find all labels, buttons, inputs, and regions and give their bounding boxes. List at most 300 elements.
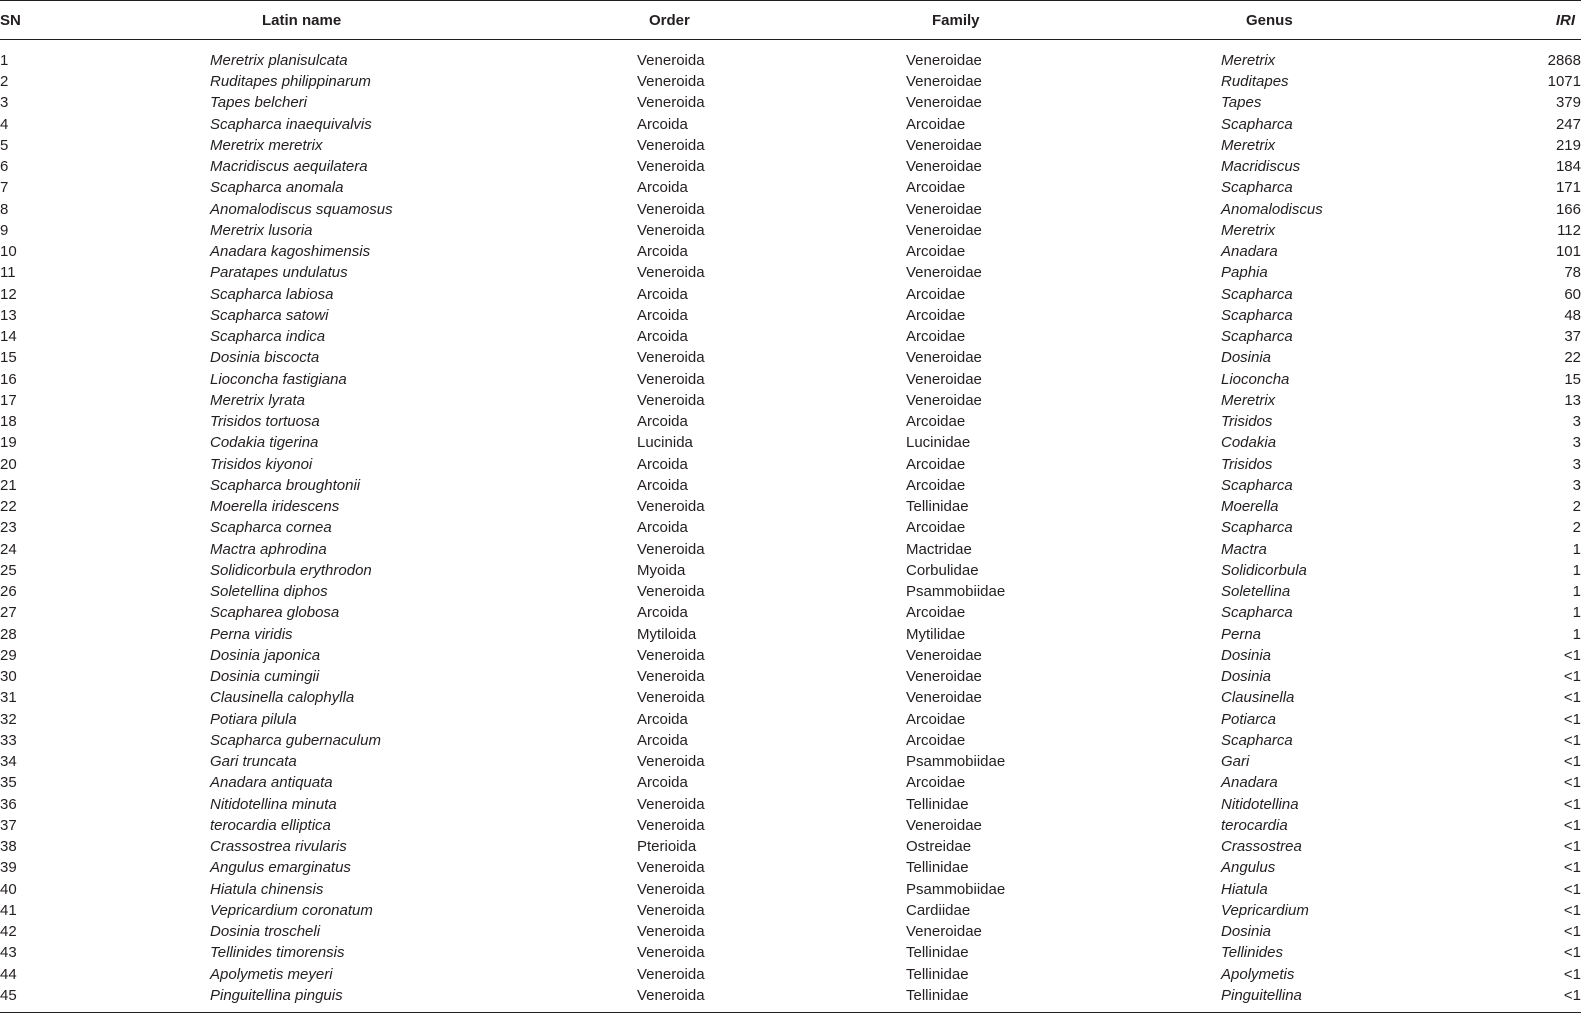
cell-iri: 101 xyxy=(1555,243,1581,261)
cell-latin-name: Mactra aphrodina xyxy=(210,540,327,558)
cell-family: Tellinidae xyxy=(906,944,969,962)
cell-order: Veneroida xyxy=(637,816,705,834)
cell-family: Veneroidae xyxy=(906,136,982,154)
table-row xyxy=(0,709,1581,730)
cell-sn: 31 xyxy=(0,689,17,707)
cell-sn: 28 xyxy=(0,625,17,643)
cell-sn: 18 xyxy=(0,413,17,431)
cell-iri: 60 xyxy=(1564,285,1581,303)
cell-genus: Perna xyxy=(1221,625,1262,643)
cell-iri: 1 xyxy=(1572,561,1581,579)
cell-latin-name: Scapharca broughtonii xyxy=(210,476,361,494)
cell-iri: 3 xyxy=(1572,413,1581,431)
table-row xyxy=(0,326,1581,347)
cell-iri: <1 xyxy=(1563,795,1581,813)
header-row xyxy=(0,1,1581,40)
cell-sn: 21 xyxy=(0,476,17,494)
cell-sn: 43 xyxy=(0,944,17,962)
table-row xyxy=(0,666,1581,687)
cell-sn: 30 xyxy=(0,668,17,686)
cell-latin-name: Tapes belcheri xyxy=(210,94,308,112)
table-row xyxy=(0,369,1581,390)
cell-iri: <1 xyxy=(1563,774,1581,792)
cell-family: Arcoidae xyxy=(906,243,966,261)
cell-iri: 13 xyxy=(1564,391,1581,409)
cell-latin-name: Trisidos tortuosa xyxy=(210,413,320,431)
cell-family: Veneroidae xyxy=(906,391,982,409)
header-order: Order xyxy=(649,11,690,29)
cell-sn: 8 xyxy=(0,200,9,218)
cell-sn: 12 xyxy=(0,285,17,303)
table-row xyxy=(0,560,1581,581)
cell-family: Veneroidae xyxy=(906,73,982,91)
cell-genus: Scapharca xyxy=(1221,328,1293,346)
cell-order: Veneroida xyxy=(637,349,705,367)
cell-latin-name: Nitidotellina minuta xyxy=(210,795,337,813)
cell-sn: 11 xyxy=(0,264,16,282)
table-row xyxy=(0,921,1581,942)
cell-order: Veneroida xyxy=(637,498,705,516)
cell-genus: Scapharca xyxy=(1221,519,1293,537)
cell-genus: Scapharca xyxy=(1221,115,1293,133)
table-row xyxy=(0,156,1581,177)
cell-genus: Meretrix xyxy=(1221,136,1276,154)
cell-order: Veneroida xyxy=(637,136,705,154)
cell-latin-name: Meretrix lusoria xyxy=(210,221,313,239)
cell-latin-name: Crassostrea rivularis xyxy=(210,838,347,856)
cell-genus: Dosinia xyxy=(1221,923,1272,941)
cell-sn: 40 xyxy=(0,880,17,898)
cell-latin-name: Meretrix lyrata xyxy=(210,391,306,409)
cell-family: Veneroidae xyxy=(906,200,982,218)
table-row xyxy=(0,411,1581,432)
cell-family: Ostreidae xyxy=(906,838,972,856)
cell-genus: Soletellina xyxy=(1221,583,1291,601)
cell-family: Veneroidae xyxy=(906,923,982,941)
cell-iri: <1 xyxy=(1563,816,1581,834)
cell-latin-name: Tellinides timorensis xyxy=(210,944,345,962)
cell-latin-name: Ruditapes philippinarum xyxy=(210,73,371,91)
cell-genus: Scapharca xyxy=(1221,731,1293,749)
cell-family: Tellinidae xyxy=(906,498,969,516)
cell-order: Arcoida xyxy=(637,115,688,133)
table-row xyxy=(0,815,1581,836)
cell-genus: Codakia xyxy=(1221,434,1277,452)
cell-sn: 36 xyxy=(0,795,17,813)
cell-genus: Lioconcha xyxy=(1221,370,1290,388)
cell-order: Veneroida xyxy=(637,158,705,176)
cell-family: Veneroidae xyxy=(906,370,982,388)
cell-latin-name: Potiara pilula xyxy=(210,710,297,728)
cell-genus: Dosinia xyxy=(1221,646,1272,664)
cell-family: Veneroidae xyxy=(906,221,982,239)
cell-sn: 45 xyxy=(0,986,17,1004)
table-row xyxy=(0,71,1581,92)
cell-genus: Scapharca xyxy=(1221,604,1293,622)
cell-family: Psammobiidae xyxy=(906,583,1006,601)
table-row xyxy=(0,751,1581,772)
cell-latin-name: Scapharca satowi xyxy=(210,306,329,324)
cell-order: Veneroida xyxy=(637,668,705,686)
cell-order: Veneroida xyxy=(637,646,705,664)
cell-sn: 34 xyxy=(0,753,17,771)
cell-latin-name: Gari truncata xyxy=(210,753,297,771)
cell-family: Arcoidae xyxy=(906,455,966,473)
cell-genus: Anadara xyxy=(1221,774,1278,792)
cell-iri: <1 xyxy=(1563,710,1581,728)
cell-latin-name: Moerella iridescens xyxy=(210,498,340,516)
cell-order: Arcoida xyxy=(637,243,688,261)
cell-latin-name: Vepricardium coronatum xyxy=(210,901,373,919)
cell-sn: 1 xyxy=(0,52,9,69)
table-row xyxy=(0,390,1581,411)
header-genus: Genus xyxy=(1246,11,1293,29)
cell-sn: 42 xyxy=(0,923,17,941)
cell-latin-name: Anadara antiquata xyxy=(210,774,333,792)
cell-latin-name: Lioconcha fastigiana xyxy=(210,370,347,388)
table-row xyxy=(0,114,1581,135)
table-row xyxy=(0,624,1581,645)
cell-order: Arcoida xyxy=(637,306,688,324)
cell-order: Veneroida xyxy=(637,73,705,91)
cell-iri: 166 xyxy=(1555,200,1581,218)
cell-iri: 3 xyxy=(1572,455,1581,473)
cell-latin-name: Trisidos kiyonoi xyxy=(210,455,313,473)
cell-order: Arcoida xyxy=(637,285,688,303)
table-row xyxy=(0,687,1581,708)
cell-iri: 1 xyxy=(1572,583,1581,601)
table-body xyxy=(0,40,1581,1013)
cell-order: Veneroida xyxy=(637,944,705,962)
cell-iri: <1 xyxy=(1563,901,1581,919)
cell-latin-name: Dosinia biscocta xyxy=(210,349,320,367)
cell-iri: <1 xyxy=(1563,838,1581,856)
cell-order: Veneroida xyxy=(637,52,705,69)
table-row xyxy=(0,517,1581,538)
cell-genus: Hiatula xyxy=(1221,880,1268,898)
cell-genus: Moerella xyxy=(1221,498,1279,516)
cell-genus: Meretrix xyxy=(1221,221,1276,239)
cell-latin-name: Soletellina diphos xyxy=(210,583,328,601)
cell-iri: 3 xyxy=(1572,476,1581,494)
cell-sn: 32 xyxy=(0,710,17,728)
cell-sn: 37 xyxy=(0,816,17,834)
table-row xyxy=(0,40,1581,72)
cell-family: Tellinidae xyxy=(906,795,969,813)
cell-sn: 22 xyxy=(0,498,17,516)
table-row xyxy=(0,284,1581,305)
table-row xyxy=(0,581,1581,602)
table-row xyxy=(0,900,1581,921)
cell-latin-name: Scapharca indica xyxy=(210,328,326,346)
cell-order: Veneroida xyxy=(637,753,705,771)
cell-family: Tellinidae xyxy=(906,859,969,877)
cell-sn: 27 xyxy=(0,604,17,622)
cell-genus: Macridiscus xyxy=(1221,158,1301,176)
cell-latin-name: Scapharca anomala xyxy=(210,179,344,197)
cell-order: Lucinida xyxy=(637,434,693,452)
cell-iri: 247 xyxy=(1555,115,1581,133)
cell-order: Veneroida xyxy=(637,689,705,707)
cell-iri: 15 xyxy=(1564,370,1581,388)
cell-latin-name: terocardia elliptica xyxy=(210,816,331,834)
cell-iri: 37 xyxy=(1564,328,1581,346)
cell-genus: Mactra xyxy=(1221,540,1267,558)
table-row xyxy=(0,942,1581,963)
cell-sn: 2 xyxy=(0,73,9,91)
cell-iri: 2 xyxy=(1572,519,1581,537)
cell-latin-name: Scapharca gubernaculum xyxy=(210,731,381,749)
table-row xyxy=(0,496,1581,517)
cell-genus: Crassostrea xyxy=(1221,838,1302,856)
cell-genus: Trisidos xyxy=(1221,413,1273,431)
cell-family: Veneroidae xyxy=(906,816,982,834)
cell-family: Psammobiidae xyxy=(906,753,1006,771)
cell-latin-name: Angulus emarginatus xyxy=(210,859,351,877)
cell-iri: <1 xyxy=(1563,731,1581,749)
cell-genus: Angulus xyxy=(1221,859,1276,877)
table-row xyxy=(0,539,1581,560)
cell-genus: Trisidos xyxy=(1221,455,1273,473)
cell-family: Arcoidae xyxy=(906,774,966,792)
cell-latin-name: Scapharca labiosa xyxy=(210,285,334,303)
cell-iri: 171 xyxy=(1555,179,1581,197)
cell-iri: <1 xyxy=(1563,668,1581,686)
cell-sn: 25 xyxy=(0,561,17,579)
table-row xyxy=(0,199,1581,220)
cell-genus: Nitidotellina xyxy=(1221,795,1299,813)
cell-genus: Meretrix xyxy=(1221,391,1276,409)
cell-genus: Clausinella xyxy=(1221,689,1295,707)
cell-family: Veneroidae xyxy=(906,52,982,69)
cell-latin-name: Macridiscus aequilatera xyxy=(210,158,368,176)
cell-sn: 19 xyxy=(0,434,17,452)
table-row xyxy=(0,305,1581,326)
cell-genus: Scapharca xyxy=(1221,306,1293,324)
cell-order: Arcoida xyxy=(637,476,688,494)
cell-family: Arcoidae xyxy=(906,604,966,622)
table-row xyxy=(0,135,1581,156)
cell-iri: <1 xyxy=(1563,753,1581,771)
header-latin-name: Latin name xyxy=(262,11,342,29)
cell-order: Veneroida xyxy=(637,540,705,558)
cell-genus: Apolymetis xyxy=(1221,965,1295,983)
table-row xyxy=(0,857,1581,878)
cell-sn: 29 xyxy=(0,646,17,664)
table-row xyxy=(0,794,1581,815)
table-row xyxy=(0,836,1581,857)
cell-order: Arcoida xyxy=(637,413,688,431)
cell-order: Arcoida xyxy=(637,774,688,792)
cell-family: Lucinidae xyxy=(906,434,971,452)
cell-latin-name: Dosinia cumingii xyxy=(210,668,320,686)
cell-order: Arcoida xyxy=(637,604,688,622)
cell-genus: Ruditapes xyxy=(1221,73,1289,91)
table-row xyxy=(0,964,1581,985)
table-row xyxy=(0,177,1581,198)
table-row xyxy=(0,262,1581,283)
cell-order: Veneroida xyxy=(637,221,705,239)
cell-family: Arcoidae xyxy=(906,285,966,303)
cell-order: Veneroida xyxy=(637,795,705,813)
cell-iri: 184 xyxy=(1555,158,1581,176)
table-row xyxy=(0,347,1581,368)
cell-genus: Anadara xyxy=(1221,243,1278,261)
cell-family: Arcoidae xyxy=(906,179,966,197)
cell-order: Veneroida xyxy=(637,200,705,218)
cell-latin-name: Codakia tigerina xyxy=(210,434,319,452)
cell-latin-name: Anadara kagoshimensis xyxy=(210,243,371,261)
table-header xyxy=(0,1,1581,40)
cell-iri: 1 xyxy=(1572,625,1581,643)
cell-genus: Pinguitellina xyxy=(1221,986,1302,1004)
cell-order: Veneroida xyxy=(637,391,705,409)
cell-family: Arcoidae xyxy=(906,519,966,537)
cell-iri: 22 xyxy=(1564,349,1581,367)
cell-sn: 44 xyxy=(0,965,17,983)
cell-iri: 379 xyxy=(1555,94,1581,112)
cell-genus: Paphia xyxy=(1221,264,1268,282)
cell-sn: 33 xyxy=(0,731,17,749)
table-row xyxy=(0,772,1581,793)
cell-genus: Scapharca xyxy=(1221,285,1293,303)
table-row xyxy=(0,220,1581,241)
cell-iri: <1 xyxy=(1563,923,1581,941)
cell-order: Veneroida xyxy=(637,264,705,282)
cell-family: Tellinidae xyxy=(906,965,969,983)
cell-latin-name: Pinguitellina pinguis xyxy=(210,986,343,1004)
table-row xyxy=(0,602,1581,623)
cell-order: Veneroida xyxy=(637,923,705,941)
cell-family: Tellinidae xyxy=(906,986,969,1004)
table-row xyxy=(0,475,1581,496)
cell-iri: <1 xyxy=(1563,986,1581,1004)
table-row xyxy=(0,879,1581,900)
table-row xyxy=(0,454,1581,475)
cell-sn: 4 xyxy=(0,115,9,133)
cell-order: Pterioida xyxy=(637,838,697,856)
cell-iri: 1071 xyxy=(1547,73,1581,91)
cell-iri: 48 xyxy=(1564,306,1581,324)
cell-family: Arcoidae xyxy=(906,413,966,431)
cell-order: Arcoida xyxy=(637,179,688,197)
cell-iri: 78 xyxy=(1564,264,1581,282)
cell-iri: 219 xyxy=(1555,136,1581,154)
cell-family: Arcoidae xyxy=(906,115,966,133)
cell-family: Veneroidae xyxy=(906,264,982,282)
cell-latin-name: Apolymetis meyeri xyxy=(210,965,333,983)
header-sn: SN xyxy=(0,11,21,29)
header-iri: IRI xyxy=(1555,11,1575,29)
cell-order: Mytiloida xyxy=(637,625,697,643)
cell-iri: 1 xyxy=(1572,604,1581,622)
cell-iri: 3 xyxy=(1572,434,1581,452)
cell-order: Veneroida xyxy=(637,370,705,388)
cell-sn: 26 xyxy=(0,583,17,601)
cell-family: Psammobiidae xyxy=(906,880,1006,898)
cell-family: Veneroidae xyxy=(906,158,982,176)
cell-genus: Anomalodiscus xyxy=(1221,200,1323,218)
cell-sn: 35 xyxy=(0,774,17,792)
cell-latin-name: Anomalodiscus squamosus xyxy=(210,200,393,218)
cell-sn: 7 xyxy=(0,179,9,197)
cell-latin-name: Dosinia troscheli xyxy=(210,923,321,941)
cell-genus: Dosinia xyxy=(1221,668,1272,686)
cell-iri: <1 xyxy=(1563,944,1581,962)
cell-order: Veneroida xyxy=(637,583,705,601)
cell-family: Mytilidae xyxy=(906,625,966,643)
cell-family: Veneroidae xyxy=(906,689,982,707)
cell-latin-name: Paratapes undulatus xyxy=(210,264,348,282)
cell-family: Cardiidae xyxy=(906,901,971,919)
cell-iri: <1 xyxy=(1563,965,1581,983)
cell-latin-name: Scapharea globosa xyxy=(210,604,340,622)
cell-latin-name: Solidicorbula erythrodon xyxy=(210,561,372,579)
cell-genus: Tellinides xyxy=(1221,944,1283,962)
cell-latin-name: Dosinia japonica xyxy=(210,646,321,664)
cell-latin-name: Perna viridis xyxy=(210,625,293,643)
cell-family: Corbulidae xyxy=(906,561,979,579)
cell-iri: 2868 xyxy=(1547,52,1581,69)
cell-genus: Dosinia xyxy=(1221,349,1272,367)
cell-iri: <1 xyxy=(1563,880,1581,898)
cell-family: Arcoidae xyxy=(906,476,966,494)
cell-iri: <1 xyxy=(1563,859,1581,877)
table-row xyxy=(0,92,1581,113)
cell-order: Arcoida xyxy=(637,328,688,346)
table-row xyxy=(0,645,1581,666)
table-row xyxy=(0,730,1581,751)
cell-order: Veneroida xyxy=(637,901,705,919)
cell-sn: 24 xyxy=(0,540,17,558)
cell-sn: 23 xyxy=(0,519,17,537)
table-row xyxy=(0,432,1581,453)
cell-order: Veneroida xyxy=(637,94,705,112)
cell-family: Mactridae xyxy=(906,540,972,558)
cell-iri: 2 xyxy=(1572,498,1581,516)
cell-sn: 16 xyxy=(0,370,17,388)
cell-latin-name: Scapharca cornea xyxy=(210,519,332,537)
cell-genus: Solidicorbula xyxy=(1221,561,1307,579)
cell-genus: Gari xyxy=(1221,753,1250,771)
cell-genus: Scapharca xyxy=(1221,476,1293,494)
cell-sn: 17 xyxy=(0,391,17,409)
cell-order: Arcoida xyxy=(637,710,688,728)
cell-sn: 38 xyxy=(0,838,17,856)
cell-order: Arcoida xyxy=(637,455,688,473)
cell-family: Veneroidae xyxy=(906,646,982,664)
cell-order: Veneroida xyxy=(637,880,705,898)
table-row xyxy=(0,985,1581,1013)
cell-order: Veneroida xyxy=(637,859,705,877)
cell-latin-name: Meretrix meretrix xyxy=(210,136,323,154)
cell-latin-name: Meretrix planisulcata xyxy=(210,52,348,69)
cell-sn: 9 xyxy=(0,221,9,239)
cell-genus: Meretrix xyxy=(1221,52,1276,69)
cell-latin-name: Scapharca inaequivalvis xyxy=(210,115,372,133)
cell-genus: Tapes xyxy=(1221,94,1262,112)
cell-sn: 39 xyxy=(0,859,17,877)
cell-iri: <1 xyxy=(1563,646,1581,664)
cell-family: Arcoidae xyxy=(906,306,966,324)
cell-family: Arcoidae xyxy=(906,731,966,749)
cell-genus: Vepricardium xyxy=(1221,901,1309,919)
cell-order: Veneroida xyxy=(637,986,705,1004)
cell-latin-name: Hiatula chinensis xyxy=(210,880,324,898)
cell-family: Arcoidae xyxy=(906,328,966,346)
cell-order: Veneroida xyxy=(637,965,705,983)
cell-family: Veneroidae xyxy=(906,349,982,367)
